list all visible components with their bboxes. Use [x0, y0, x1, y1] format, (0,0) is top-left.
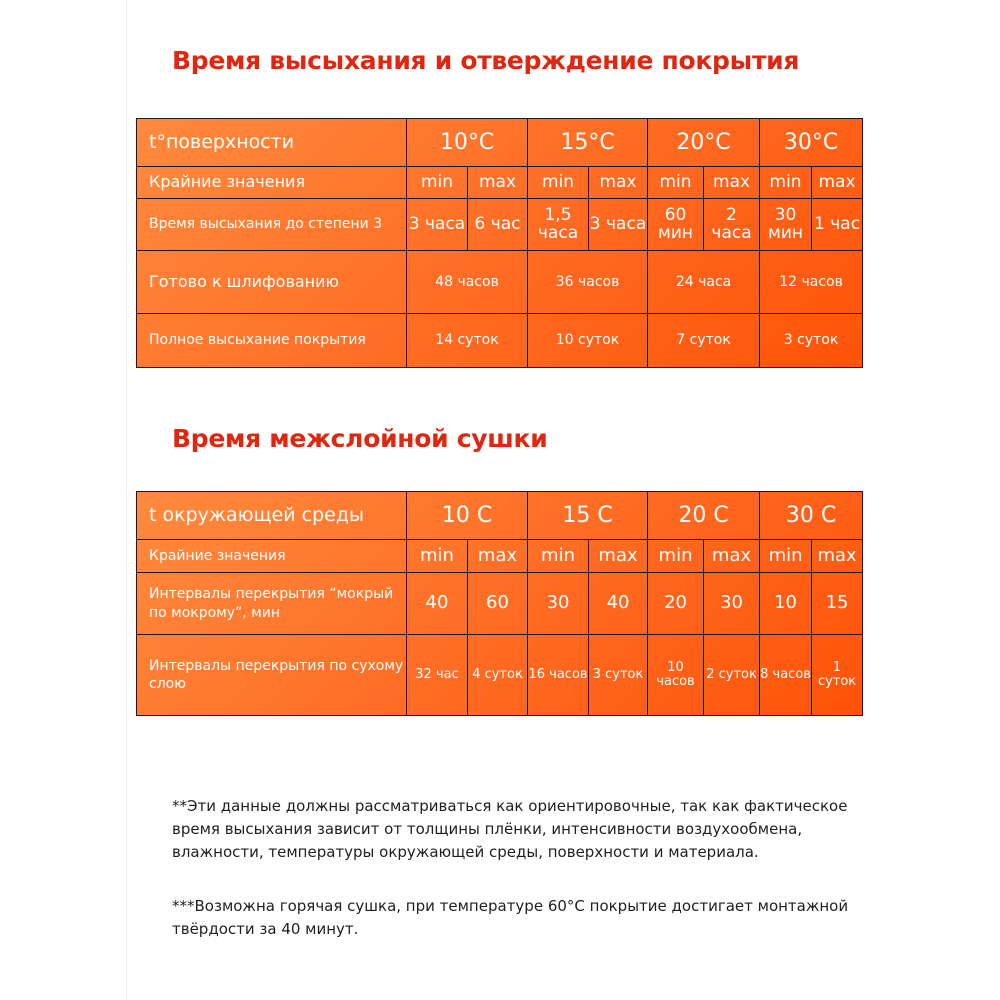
ambient-temp-header: t окружающей среды: [137, 492, 407, 540]
interlayer-table: [136, 491, 863, 716]
dry-value: 60 мин: [648, 199, 704, 251]
dry-interval-value: 32 час: [407, 635, 468, 716]
extremes-label: Крайние значения: [137, 540, 407, 573]
max-label: max: [812, 540, 863, 573]
page-edge-line: [126, 0, 127, 1000]
wet-interval-value: 40: [589, 573, 648, 635]
dry-value: 1,5 часа: [528, 199, 589, 251]
sanding-value: 36 часов: [528, 251, 648, 314]
footnote-hot-drying: ***Возможна горячая сушка, при температуре 60°C покрытие достигает монтажной твёрдости за 40 минут.: [172, 897, 849, 938]
dry-interval-value: 8 часов: [760, 635, 812, 716]
dry-interval-value: 16 часов: [528, 635, 589, 716]
table-row: [137, 314, 863, 368]
dry-value: 6 час: [468, 199, 528, 251]
surface-temp-header: t°поверхности: [137, 119, 407, 167]
min-label: min: [760, 167, 812, 199]
full-dry-label: Полное высыхание покрытия: [137, 314, 407, 368]
max-label: max: [704, 540, 760, 573]
full-dry-value: 10 суток: [528, 314, 648, 368]
temp-10-header: 10°C: [407, 119, 528, 167]
wet-interval-value: 60: [468, 573, 528, 635]
temp-15-header: 15°C: [528, 119, 648, 167]
dry-interval-value: 4 суток: [468, 635, 528, 716]
dry-value: 30 мин: [760, 199, 812, 251]
full-dry-value: 3 суток: [760, 314, 863, 368]
dry-value: 2 часа: [704, 199, 760, 251]
section2-title: Время межслойной сушки: [172, 424, 548, 453]
table-row: [137, 251, 863, 314]
wet-interval-value: 15: [812, 573, 863, 635]
sanding-value: 24 часа: [648, 251, 760, 314]
temp-15-header: 15 C: [528, 492, 648, 540]
temp-10-header: 10 C: [407, 492, 528, 540]
wet-interval-value: 20: [648, 573, 704, 635]
dry-interval-value: 10 часов: [648, 635, 704, 716]
min-label: min: [648, 167, 704, 199]
table-row: [137, 540, 863, 573]
sanding-value: 12 часов: [760, 251, 863, 314]
dry-interval-value: 3 суток: [589, 635, 648, 716]
table-row: [137, 167, 863, 199]
table-row: [137, 199, 863, 251]
wet-interval-label: Интервалы перекрытия “мокрый по мокрому”, мин: [137, 573, 407, 635]
max-label: max: [468, 540, 528, 573]
table-row: [137, 635, 863, 716]
wet-interval-value: 30: [704, 573, 760, 635]
footnote-approximate: **Эти данные должны рассматриваться как ориентировочные, так как фактическое время высыхания зависит от толщины плёнки, интенсивности воздухообмена, влажности, температуры окружающей среды, поверхности и материала.: [172, 797, 848, 861]
min-label: min: [760, 540, 812, 573]
min-label: min: [528, 540, 589, 573]
dry-interval-value: 1 суток: [812, 635, 863, 716]
dry-interval-label: Интервалы перекрытия по сухому слою: [137, 635, 407, 716]
dry-value: 3 часа: [589, 199, 648, 251]
section1-title: Время высыхания и отверждение покрытия: [172, 46, 800, 75]
max-label: max: [468, 167, 528, 199]
extremes-label: Крайние значения: [137, 167, 407, 199]
max-label: max: [589, 540, 648, 573]
max-label: max: [589, 167, 648, 199]
table-row: [137, 119, 863, 167]
max-label: max: [704, 167, 760, 199]
min-label: min: [407, 540, 468, 573]
sanding-label: Готово к шлифованию: [137, 251, 407, 314]
max-label: max: [812, 167, 863, 199]
full-dry-value: 7 суток: [648, 314, 760, 368]
temp-20-header: 20°C: [648, 119, 760, 167]
table-row: [137, 492, 863, 540]
wet-interval-value: 10: [760, 573, 812, 635]
drying-table: [136, 118, 863, 368]
temp-30-header: 30 C: [760, 492, 863, 540]
dry-value: 1 час: [812, 199, 863, 251]
min-label: min: [407, 167, 468, 199]
wet-interval-value: 40: [407, 573, 468, 635]
dry-time-label: Время высыхания до степени 3: [137, 199, 407, 251]
full-dry-value: 14 суток: [407, 314, 528, 368]
wet-interval-value: 30: [528, 573, 589, 635]
temp-20-header: 20 C: [648, 492, 760, 540]
min-label: min: [528, 167, 589, 199]
sanding-value: 48 часов: [407, 251, 528, 314]
table-row: [137, 573, 863, 635]
temp-30-header: 30°C: [760, 119, 863, 167]
min-label: min: [648, 540, 704, 573]
dry-interval-value: 2 суток: [704, 635, 760, 716]
dry-value: 3 часа: [407, 199, 468, 251]
